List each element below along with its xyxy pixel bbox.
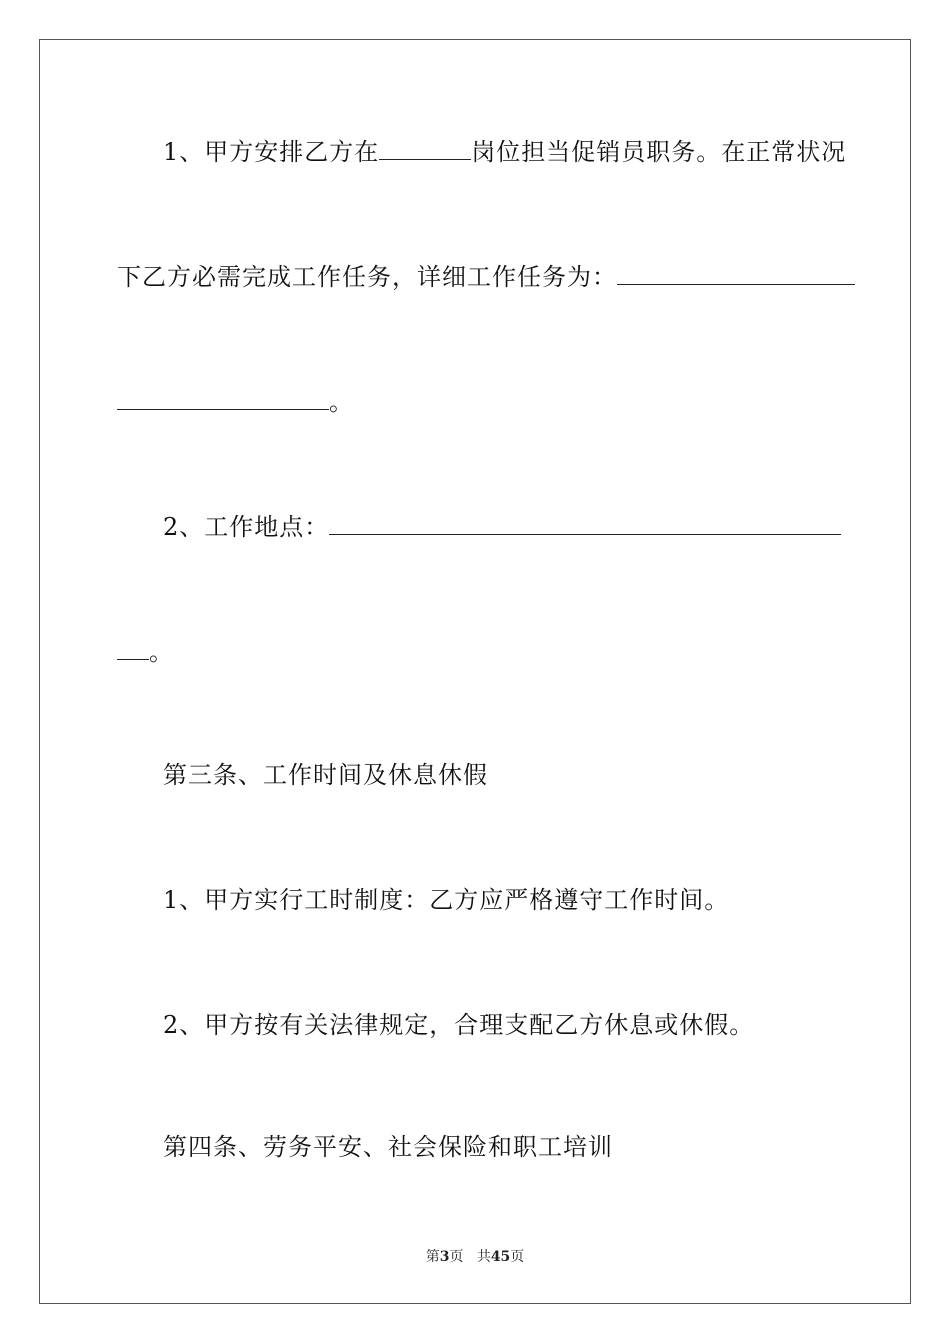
- page-suffix: 页: [449, 1249, 464, 1265]
- clause-2-text: 2、工作地点：: [163, 513, 330, 541]
- page-border: [39, 39, 911, 1304]
- article-3-item-1: 1、甲方实行工时制度：乙方应严格遵守工作时间。: [163, 886, 730, 914]
- clause-2-line-2: [117, 637, 174, 667]
- clause-1-end: 。: [329, 388, 354, 416]
- task-blank-2: [117, 387, 329, 410]
- clause-1-line-3: [117, 387, 354, 417]
- total-suffix: 页: [510, 1249, 525, 1265]
- task-blank-1: [617, 262, 855, 285]
- clause-1-text-a: 1、甲方安排乙方在: [163, 138, 380, 166]
- page-footer: [0, 1248, 950, 1266]
- article-3-item-2: 2、甲方按有关法律规定，合理支配乙方休息或休假。: [163, 1011, 755, 1039]
- clause-2-line-1: [163, 512, 841, 542]
- clause-1-line-2: [117, 262, 855, 292]
- clause-2-end: 。: [149, 638, 174, 666]
- article-4-title: 第四条、劳务平安、社会保险和职工培训: [163, 1133, 613, 1161]
- total-page-count: 45: [490, 1249, 511, 1265]
- total-prefix: 共: [476, 1249, 491, 1265]
- current-page-number: 3: [439, 1249, 450, 1265]
- position-blank: [379, 137, 471, 160]
- location-blank-2: [117, 637, 149, 660]
- clause-1-text-b: 岗位担当促销员职务。在正常状况: [471, 138, 847, 166]
- clause-1-text-c: 下乙方必需完成工作任务，详细工作任务为：: [117, 263, 617, 291]
- article-3-title: 第三条、工作时间及休息休假: [163, 761, 488, 789]
- page-prefix: 第: [425, 1249, 440, 1265]
- clause-1-line-1: [163, 137, 846, 167]
- location-blank-1: [329, 512, 841, 535]
